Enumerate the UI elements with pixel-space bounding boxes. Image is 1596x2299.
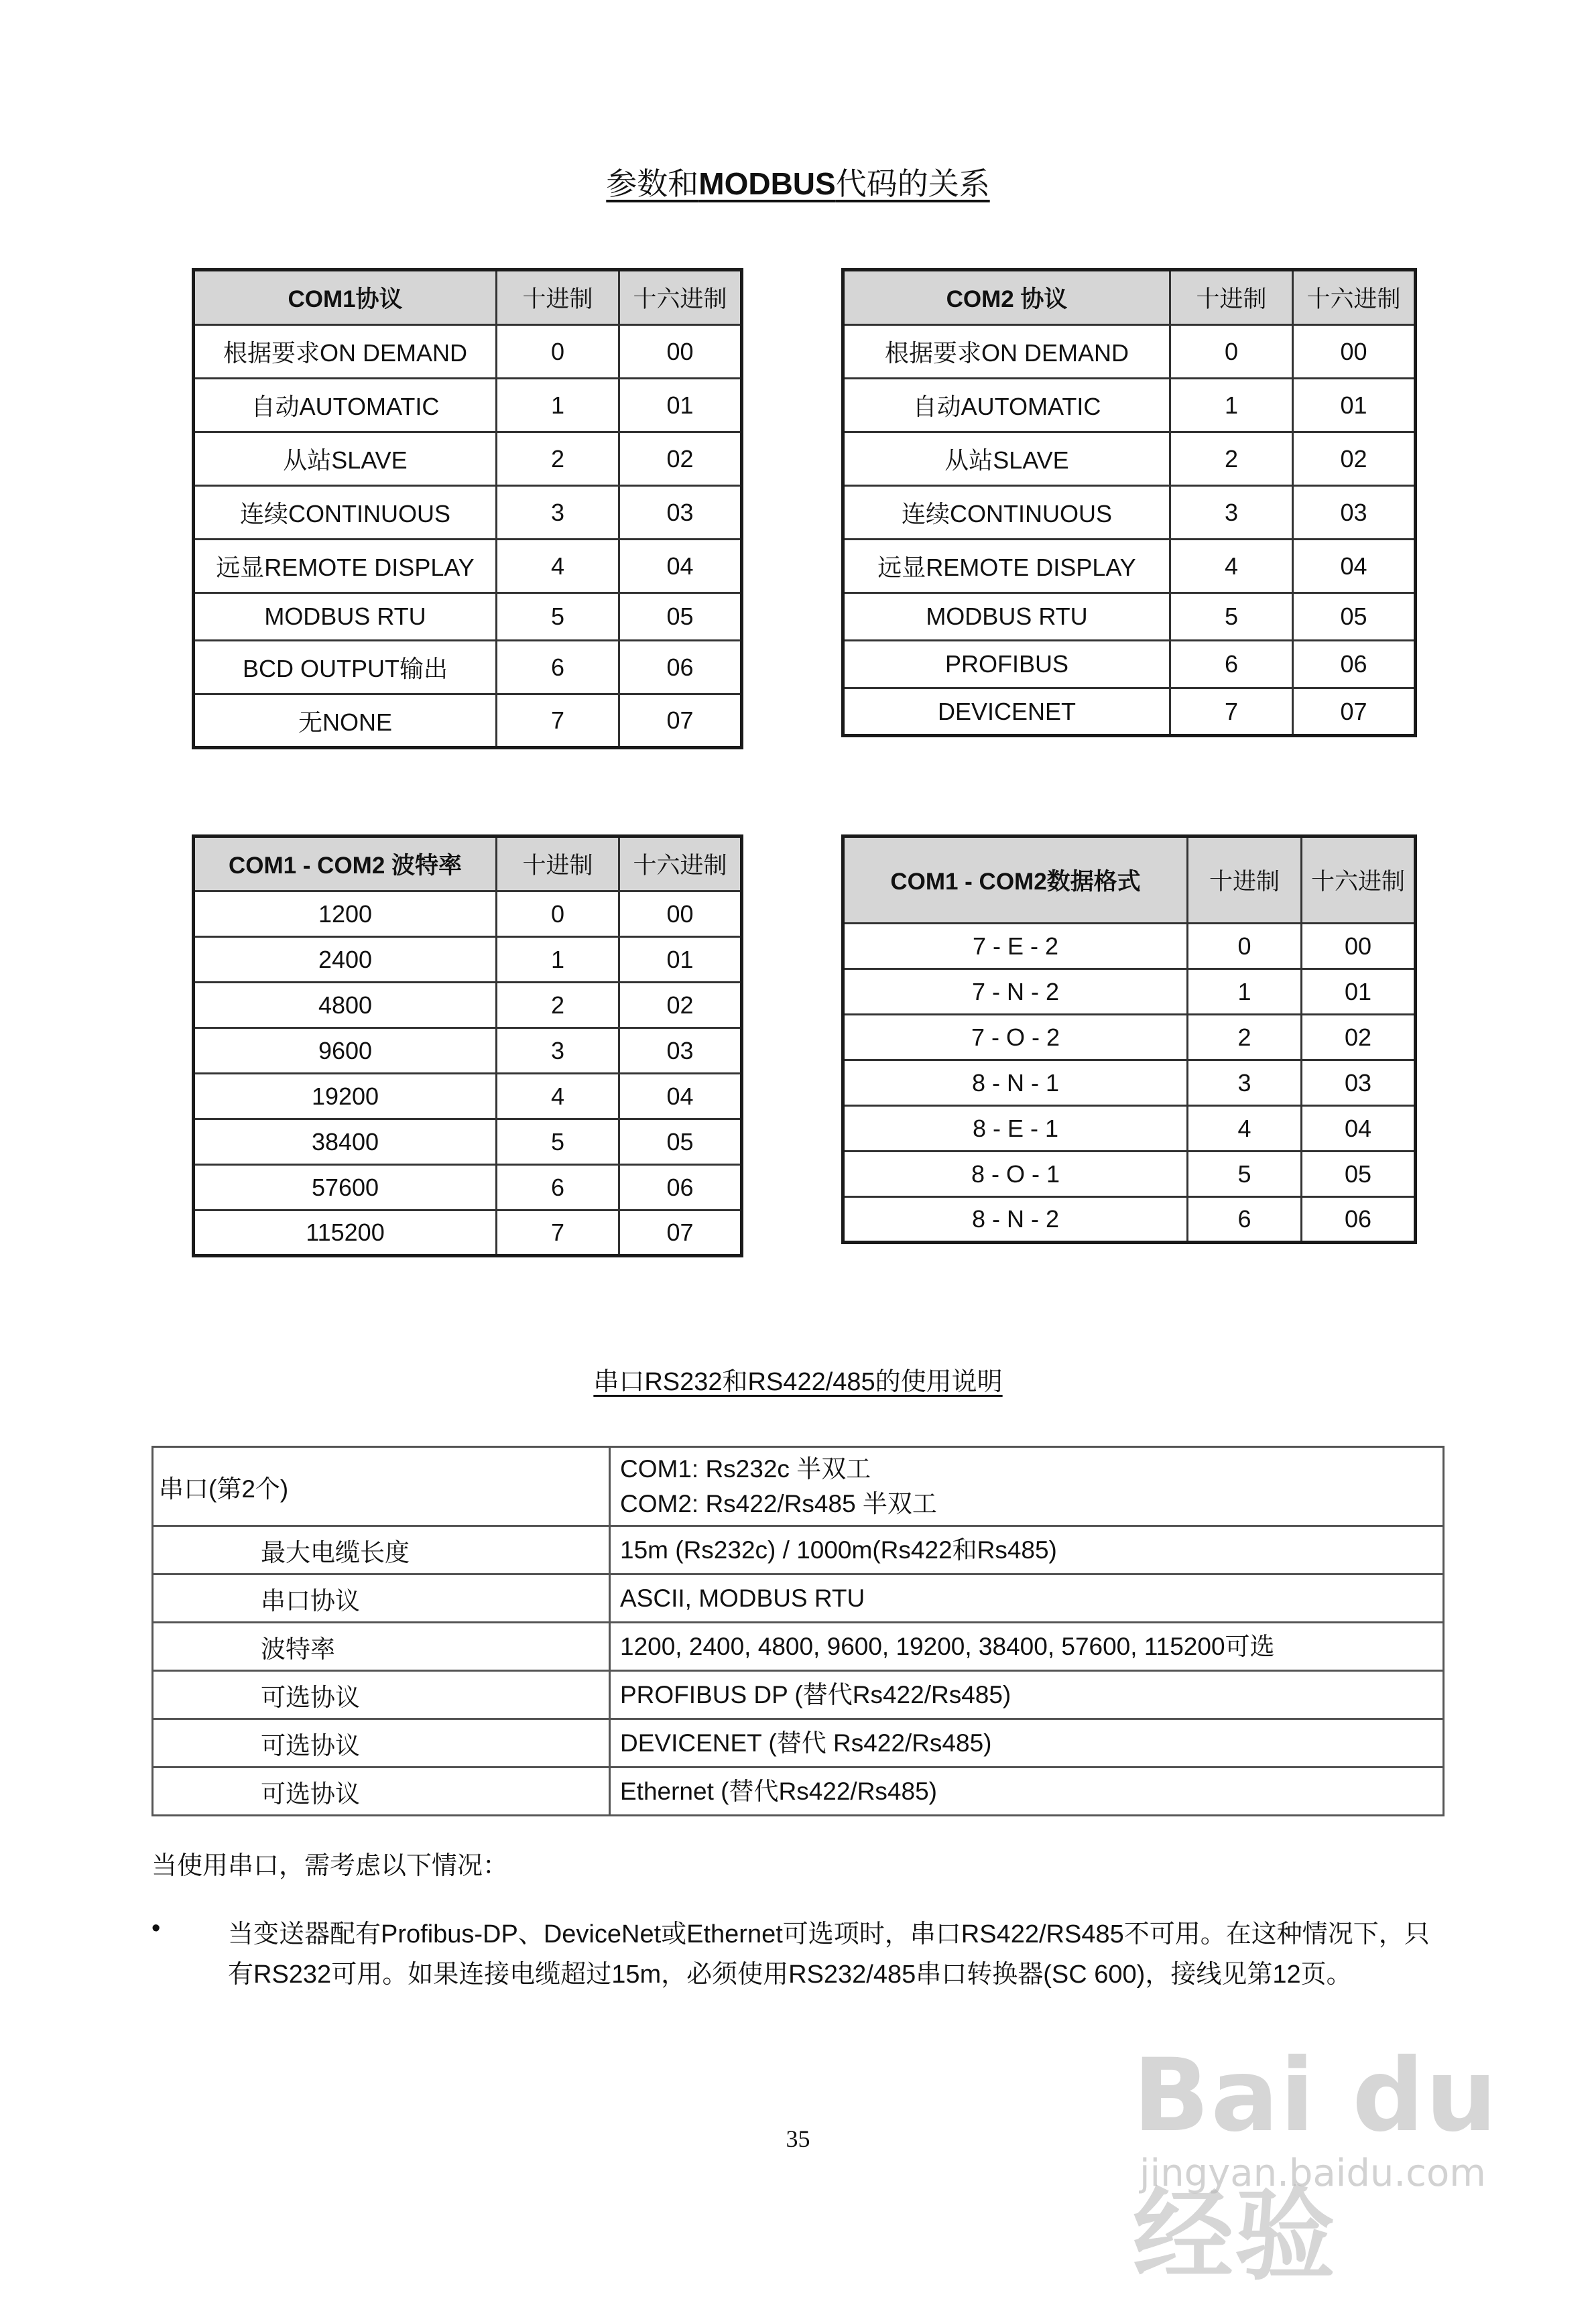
table-cell: 02 — [619, 432, 742, 486]
table-row — [843, 641, 1416, 688]
table-row — [194, 694, 742, 748]
spec-key: 最大电缆长度 — [153, 1526, 610, 1574]
table-row — [843, 540, 1416, 593]
spec-row — [153, 1447, 1444, 1526]
table-cell: 1 — [1188, 969, 1302, 1015]
table-row — [194, 641, 742, 694]
table-cell: 5 — [497, 593, 619, 641]
table-cell: 4 — [497, 540, 619, 593]
table-cell: 06 — [1293, 641, 1416, 688]
table-cell: 115200 — [194, 1210, 497, 1256]
spec-value-line: COM1: Rs232c 半双工 — [620, 1454, 871, 1483]
table-header: COM1协议 — [194, 270, 497, 325]
page-number: 35 — [786, 2125, 810, 2152]
table-cell: BCD OUTPUT输出 — [194, 641, 497, 694]
table-row — [843, 486, 1416, 540]
table-cell: 05 — [1293, 593, 1416, 641]
table-cell: 3 — [1170, 486, 1293, 540]
table-header: 十进制 — [497, 836, 619, 891]
com2-protocol-table — [841, 268, 1417, 737]
table-cell: 自动AUTOMATIC — [843, 379, 1170, 432]
table-cell: 自动AUTOMATIC — [194, 379, 497, 432]
table-cell: 01 — [619, 937, 742, 983]
table-cell: 3 — [497, 486, 619, 540]
table-cell: 连续CONTINUOUS — [194, 486, 497, 540]
table-cell: 01 — [619, 379, 742, 432]
table-cell: 7 - O - 2 — [843, 1015, 1188, 1060]
spec-value — [610, 1526, 1444, 1574]
table-row — [843, 688, 1416, 736]
table-cell: 06 — [619, 641, 742, 694]
spec-row — [153, 1671, 1444, 1719]
table-cell: 8 - O - 1 — [843, 1152, 1188, 1197]
table-cell: 4 — [497, 1074, 619, 1119]
table-cell: 03 — [619, 1028, 742, 1074]
table-row — [194, 486, 742, 540]
table-header: 十进制 — [1170, 270, 1293, 325]
serial-spec-table — [151, 1446, 1445, 1816]
table-cell: 6 — [497, 1165, 619, 1210]
table-cell: 6 — [497, 641, 619, 694]
table-header: 十六进制 — [1302, 836, 1416, 924]
table-row — [194, 983, 742, 1028]
table-row — [194, 540, 742, 593]
table-cell: 2 — [1170, 432, 1293, 486]
table-cell: 05 — [619, 593, 742, 641]
watermark-logo: Bai du 经验 — [1133, 2038, 1499, 2294]
table-header: COM1 - COM2 波特率 — [194, 836, 497, 891]
table-header: 十六进制 — [1293, 270, 1416, 325]
note-text: 当使用串口，需考虑以下情况： — [151, 1852, 509, 1880]
page-title: 参数和MODBUS代码的关系 — [606, 166, 990, 201]
table-cell: 05 — [1302, 1152, 1416, 1197]
spec-key: 可选协议 — [153, 1671, 610, 1719]
table-cell: 02 — [619, 983, 742, 1028]
table-row — [843, 1152, 1416, 1197]
table-cell: 2 — [1188, 1015, 1302, 1060]
spec-key: 波特率 — [153, 1623, 610, 1671]
table-cell: 07 — [1293, 688, 1416, 736]
table-cell: 远显REMOTE DISPLAY — [194, 540, 497, 593]
table-cell: 4 — [1188, 1106, 1302, 1152]
table-cell: 远显REMOTE DISPLAY — [843, 540, 1170, 593]
section-title: 串口RS232和RS422/485的使用说明 — [593, 1368, 1003, 1396]
table-row — [194, 937, 742, 983]
table-row — [194, 1210, 742, 1256]
table-cell: 8 - N - 2 — [843, 1197, 1188, 1243]
table-cell: 03 — [1302, 1060, 1416, 1106]
spec-key: 串口(第2个) — [153, 1447, 610, 1526]
spec-key: 可选协议 — [153, 1719, 610, 1767]
table-header: COM1 - COM2数据格式 — [843, 836, 1188, 924]
table-cell: 3 — [1188, 1060, 1302, 1106]
table-cell: 06 — [1302, 1197, 1416, 1243]
table-row — [843, 379, 1416, 432]
table-cell: 00 — [619, 325, 742, 379]
table-cell: 7 — [497, 1210, 619, 1256]
table-row — [843, 1060, 1416, 1106]
table-cell: 1 — [497, 379, 619, 432]
table-cell: 0 — [497, 325, 619, 379]
spec-value-line: Ethernet (替代Rs422/Rs485) — [620, 1777, 937, 1805]
spec-value — [610, 1447, 1444, 1526]
table-row — [843, 924, 1416, 969]
table-cell: 04 — [1302, 1106, 1416, 1152]
table-row — [194, 1074, 742, 1119]
table-cell: 根据要求ON DEMAND — [843, 325, 1170, 379]
table-cell: 01 — [1293, 379, 1416, 432]
bullet-text: 当变送器配有Profibus-DP、DeviceNet或Ethernet可选项时，串口RS422/RS485不可用。在这种情况下，只有RS232可用。如果连接电缆超过15m，必须使用RS232/485串口转换器(SC 600)，接线见第12页。 — [228, 1920, 1430, 1989]
table-cell: 3 — [497, 1028, 619, 1074]
spec-row — [153, 1719, 1444, 1767]
com1-protocol-table — [192, 268, 743, 749]
table-cell: 2 — [497, 983, 619, 1028]
spec-value — [610, 1574, 1444, 1623]
table-cell: 9600 — [194, 1028, 497, 1074]
table-row — [194, 325, 742, 379]
table-cell: 0 — [1188, 924, 1302, 969]
table-row — [843, 432, 1416, 486]
spec-row — [153, 1574, 1444, 1623]
table-header: 十进制 — [497, 270, 619, 325]
table-row — [194, 1119, 742, 1165]
table-cell: 7 - N - 2 — [843, 969, 1188, 1015]
bullet-marker: • — [151, 1914, 161, 1942]
table-cell: MODBUS RTU — [194, 593, 497, 641]
table-row — [843, 969, 1416, 1015]
spec-key: 串口协议 — [153, 1574, 610, 1623]
table-cell: 06 — [619, 1165, 742, 1210]
table-row — [843, 1197, 1416, 1243]
table-cell: 2 — [497, 432, 619, 486]
table-row — [843, 325, 1416, 379]
spec-row — [153, 1767, 1444, 1816]
table-cell: 8 - N - 1 — [843, 1060, 1188, 1106]
baud-rate-table — [192, 834, 743, 1257]
table-cell: 2400 — [194, 937, 497, 983]
table-cell: 1 — [497, 937, 619, 983]
table-cell: 6 — [1170, 641, 1293, 688]
spec-row — [153, 1623, 1444, 1671]
table-cell: 02 — [1302, 1015, 1416, 1060]
table-row — [194, 1028, 742, 1074]
spec-key: 可选协议 — [153, 1767, 610, 1816]
table-cell: 07 — [619, 1210, 742, 1256]
table-cell: 57600 — [194, 1165, 497, 1210]
table-cell: 0 — [497, 891, 619, 937]
table-cell: 0 — [1170, 325, 1293, 379]
table-cell: 1200 — [194, 891, 497, 937]
table-cell: 从站SLAVE — [194, 432, 497, 486]
table-cell: 从站SLAVE — [843, 432, 1170, 486]
table-header: 十六进制 — [619, 836, 742, 891]
table-cell: 00 — [1293, 325, 1416, 379]
table-row — [194, 379, 742, 432]
spec-value-line: COM2: Rs422/Rs485 半双工 — [620, 1489, 937, 1517]
table-cell: 07 — [619, 694, 742, 748]
spec-value-line: ASCII, MODBUS RTU — [620, 1584, 865, 1612]
table-cell: 7 — [497, 694, 619, 748]
table-cell: 00 — [619, 891, 742, 937]
table-row — [194, 432, 742, 486]
table-header: 十进制 — [1188, 836, 1302, 924]
table-cell: 04 — [619, 540, 742, 593]
data-format-table — [841, 834, 1417, 1244]
table-cell: 5 — [1170, 593, 1293, 641]
table-cell: 5 — [497, 1119, 619, 1165]
table-cell: 5 — [1188, 1152, 1302, 1197]
table-cell: 04 — [619, 1074, 742, 1119]
table-cell: 04 — [1293, 540, 1416, 593]
table-cell: DEVICENET — [843, 688, 1170, 736]
table-header: 十六进制 — [619, 270, 742, 325]
table-cell: 4 — [1170, 540, 1293, 593]
table-cell: 01 — [1302, 969, 1416, 1015]
spec-value — [610, 1623, 1444, 1671]
table-cell: 02 — [1293, 432, 1416, 486]
spec-value — [610, 1719, 1444, 1767]
table-cell: 连续CONTINUOUS — [843, 486, 1170, 540]
table-cell: 8 - E - 1 — [843, 1106, 1188, 1152]
table-row — [194, 593, 742, 641]
table-cell: 4800 — [194, 983, 497, 1028]
table-cell: 05 — [619, 1119, 742, 1165]
table-header: COM2 协议 — [843, 270, 1170, 325]
table-cell: PROFIBUS — [843, 641, 1170, 688]
table-cell: 03 — [1293, 486, 1416, 540]
spec-row — [153, 1526, 1444, 1574]
table-cell: 03 — [619, 486, 742, 540]
table-row — [843, 1106, 1416, 1152]
table-row — [843, 1015, 1416, 1060]
table-cell: 7 — [1170, 688, 1293, 736]
spec-value-line: 1200, 2400, 4800, 9600, 19200, 38400, 57600, 115200可选 — [620, 1632, 1275, 1660]
spec-value-line: PROFIBUS DP (替代Rs422/Rs485) — [620, 1680, 1011, 1708]
spec-value — [610, 1767, 1444, 1816]
table-cell: 38400 — [194, 1119, 497, 1165]
table-cell: 7 - E - 2 — [843, 924, 1188, 969]
watermark-url: jingyan.baidu.com — [1140, 2152, 1486, 2195]
spec-value-line: DEVICENET (替代 Rs422/Rs485) — [620, 1729, 992, 1757]
table-cell: 1 — [1170, 379, 1293, 432]
table-row — [194, 891, 742, 937]
spec-value — [610, 1671, 1444, 1719]
table-cell: 无NONE — [194, 694, 497, 748]
table-cell: 6 — [1188, 1197, 1302, 1243]
table-cell: 根据要求ON DEMAND — [194, 325, 497, 379]
table-row — [194, 1165, 742, 1210]
table-cell: 19200 — [194, 1074, 497, 1119]
spec-value-line: 15m (Rs232c) / 1000m(Rs422和Rs485) — [620, 1536, 1057, 1564]
table-cell: 00 — [1302, 924, 1416, 969]
table-row — [843, 593, 1416, 641]
table-cell: MODBUS RTU — [843, 593, 1170, 641]
